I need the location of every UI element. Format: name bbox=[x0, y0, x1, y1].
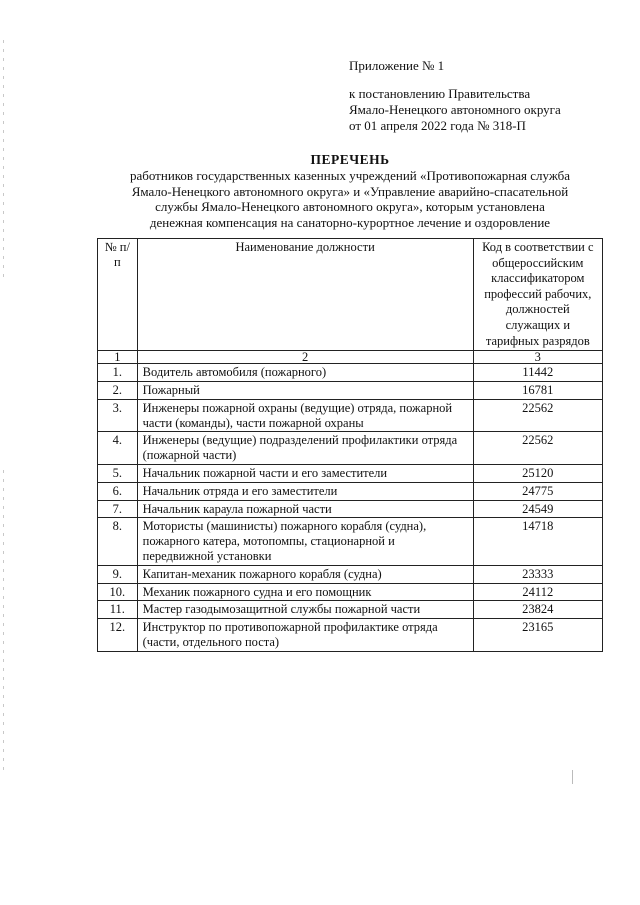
table-row bbox=[98, 601, 603, 619]
row-position: Пожарный bbox=[137, 381, 473, 399]
table-row bbox=[98, 482, 603, 500]
table-row bbox=[98, 565, 603, 583]
table-index-row bbox=[98, 351, 603, 364]
table-row bbox=[98, 518, 603, 565]
row-code: 24549 bbox=[473, 500, 602, 518]
table-row bbox=[98, 432, 603, 465]
row-position: Начальник пожарной части и его заместители bbox=[137, 464, 473, 482]
row-num: 6. bbox=[98, 482, 138, 500]
row-num: 5. bbox=[98, 464, 138, 482]
subtitle-line: работников государственных казенных учреждений «Противопожарная служба bbox=[129, 168, 571, 183]
row-num: 10. bbox=[98, 583, 138, 601]
header-code: Код в соответствии с общероссийским классификатором профессий рабочих, должностей служащих и тарифных разрядов bbox=[473, 239, 602, 351]
row-code: 16781 bbox=[473, 381, 602, 399]
row-num: 2. bbox=[98, 381, 138, 399]
row-num: 3. bbox=[98, 399, 138, 432]
row-position: Капитан-механик пожарного корабля (судна) bbox=[137, 565, 473, 583]
row-code: 24775 bbox=[473, 482, 602, 500]
row-position: Инженеры пожарной охраны (ведущие) отряда, пожарной части (команды), части пожарной охраны bbox=[137, 399, 473, 432]
table-row bbox=[98, 381, 603, 399]
row-num: 7. bbox=[98, 500, 138, 518]
row-code: 23824 bbox=[473, 601, 602, 619]
appendix-line: от 01 апреля 2022 года № 318-П bbox=[349, 118, 526, 133]
row-code: 14718 bbox=[473, 518, 602, 565]
table-header-row bbox=[98, 239, 603, 351]
row-position: Мотористы (машинисты) пожарного корабля (судна), пожарного катера, мотопомпы, стационарной и передвижной установки bbox=[137, 518, 473, 565]
table-row bbox=[98, 619, 603, 652]
appendix-line: к постановлению Правительства bbox=[349, 86, 531, 101]
row-num: 12. bbox=[98, 619, 138, 652]
header-num: № п/п bbox=[98, 239, 138, 351]
row-code: 22562 bbox=[473, 399, 602, 432]
row-num: 4. bbox=[98, 432, 138, 465]
row-code: 24112 bbox=[473, 583, 602, 601]
row-code: 25120 bbox=[473, 464, 602, 482]
index-cell: 1 bbox=[98, 351, 138, 364]
row-position: Инженеры (ведущие) подразделений профилактики отряда (пожарной части) bbox=[137, 432, 473, 465]
appendix-line: Ямало-Ненецкого автономного округа bbox=[349, 102, 561, 117]
table-row bbox=[98, 500, 603, 518]
row-num: 1. bbox=[98, 364, 138, 382]
appendix-note bbox=[349, 58, 561, 134]
row-code: 22562 bbox=[473, 432, 602, 465]
table-row bbox=[98, 399, 603, 432]
row-position: Водитель автомобиля (пожарного) bbox=[137, 364, 473, 382]
scan-speck bbox=[572, 770, 573, 784]
subtitle-line: Ямало-Ненецкого автономного округа» и «Управление аварийно-спасательной bbox=[131, 183, 569, 199]
index-cell: 2 bbox=[137, 351, 473, 364]
index-cell: 3 bbox=[473, 351, 602, 364]
row-num: 8. bbox=[98, 518, 138, 565]
positions-table bbox=[97, 238, 603, 652]
subtitle-line: службы Ямало-Ненецкого автономного округа», которым установлена bbox=[155, 199, 545, 214]
row-code: 23165 bbox=[473, 619, 602, 652]
row-code: 11442 bbox=[473, 364, 602, 382]
appendix-title: Приложение № 1 bbox=[349, 58, 445, 73]
document-subtitle bbox=[80, 168, 620, 230]
row-code: 23333 bbox=[473, 565, 602, 583]
row-position: Инструктор по противопожарной профилактике отряда (части, отдельного поста) bbox=[137, 619, 473, 652]
table-row bbox=[98, 583, 603, 601]
row-position: Механик пожарного судна и его помощник bbox=[137, 583, 473, 601]
document-title: ПЕРЕЧЕНЬ bbox=[310, 152, 390, 167]
table-row bbox=[98, 464, 603, 482]
row-num: 9. bbox=[98, 565, 138, 583]
header-name: Наименование должности bbox=[137, 239, 473, 351]
row-position: Начальник отряда и его заместители bbox=[137, 482, 473, 500]
row-position: Начальник караула пожарной части bbox=[137, 500, 473, 518]
scan-margin-artifact bbox=[3, 40, 4, 280]
subtitle-line: денежная компенсация на санаторно-курортное лечение и оздоровление bbox=[149, 214, 551, 230]
row-num: 11. bbox=[98, 601, 138, 619]
scan-margin-artifact bbox=[3, 470, 4, 770]
table-row bbox=[98, 364, 603, 382]
row-position: Мастер газодымозащитной службы пожарной части bbox=[137, 601, 473, 619]
